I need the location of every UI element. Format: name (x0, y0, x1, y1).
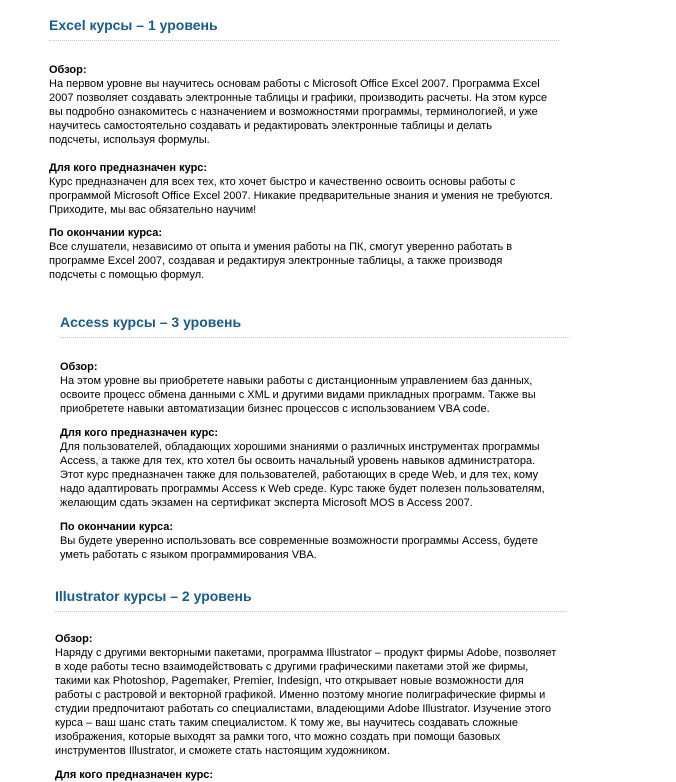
text-line: программе Excel 2007, создавая и редактируя электронные таблицы, а также производя (49, 255, 503, 267)
course-access (60, 313, 570, 562)
text-line: подсчеты с помощью формул. (49, 269, 205, 281)
text-line: желающим сдать экзамен на сертификат эксперта Microsoft MOS в Access 2007. (60, 497, 473, 509)
course-title: Access курсы – 3 уровень (60, 314, 242, 330)
text-line: уметь работать с языком программирования VBA. (60, 549, 317, 561)
text-line: изображения, которые выходят за рамки того, что можно создать при помощи базовых (55, 731, 501, 743)
section-text (60, 440, 570, 510)
text-line: Приходите, мы вас обязательно научим! (49, 204, 257, 216)
course-excel (49, 16, 559, 282)
text-line: Для пользователей, обладающих хорошими знаниями о различных инструментах программы (60, 441, 540, 453)
text-line: курса – ваш шанс стать таким специалистом. К тому же, вы научитесь создавать сложные (55, 717, 518, 729)
section-heading: Обзор: (55, 633, 93, 645)
text-line: вы подробно ознакомитесь с назначением и возможностями программы, терминологией, и уже (49, 106, 538, 118)
section-text (55, 646, 565, 758)
text-line: Access, а также для тех, кто хотел бы освоить начальный уровень навыков администратора. (60, 455, 536, 467)
text-line: освоите процесс обмена данными с XML и другими видами прикладных программ. Также вы (60, 389, 536, 401)
text-line: подсчеты, используя формулы. (49, 134, 210, 146)
text-line: Наряду с другими векторными пакетами, программа Illustrator – продукт фирмы Adobe, позволяет (55, 647, 557, 659)
text-line: работы с растровой и векторной графикой. Именно поэтому многие полиграфические фирмы и (55, 689, 546, 701)
section-heading: Для кого предназначен курс: (55, 769, 214, 781)
section-outcome (60, 520, 570, 562)
section-text (49, 240, 559, 282)
text-line: 2007 позволяет создавать электронные таблицы и графики, производить расчеты. На этом курсе (49, 92, 548, 104)
text-line: На первом уровне вы научитесь основам работы с Microsoft Office Excel 2007. Программа Excel (49, 78, 540, 90)
section-audience (49, 161, 559, 217)
course-title: Excel курсы – 1 уровень (49, 17, 218, 33)
text-line: инструментов Illustrator, и сможете стать настоящим художником. (55, 745, 390, 757)
section-heading: По окончании курса: (49, 227, 163, 239)
text-line: Все слушатели, независимо от опыта и умения работы на ПК, смогут уверенно работать в (49, 241, 513, 253)
text-line: студии предпочитают работать со специалистами, владеющими Adobe Illustrator. Изучение этого (55, 703, 551, 715)
section-text (60, 374, 570, 416)
section-heading: Для кого предназначен курс: (60, 427, 219, 439)
section-audience (55, 768, 565, 782)
section-overview (55, 632, 565, 758)
section-overview (60, 360, 570, 416)
section-audience (60, 426, 570, 510)
text-line: На этом уровне вы приобретете навыки работы с дистанционным управлением баз данных, (60, 375, 533, 387)
section-overview (49, 63, 559, 147)
course-illustrator (55, 587, 565, 782)
text-line: в ходе работы тесно взаимодействовать с другими графическими пакетами этой же фирмы, (55, 661, 529, 673)
section-outcome (49, 226, 559, 282)
text-line: приобретете навыки автоматизации бизнес процессов с использованием VBA code. (60, 403, 490, 415)
text-line: Курс предназначен для всех тех, кто хочет быстро и качественно освоить основы работы с (49, 176, 516, 188)
text-line: такими как Photoshop, Pagemaker, Premier, Indesign, что открывает новые возможности для (55, 675, 524, 687)
section-heading: Обзор: (60, 361, 98, 373)
section-text (49, 77, 559, 147)
text-line: Этот курс предназначен также для пользователей, работающих в среде Web, и для тех, кому (60, 469, 539, 481)
section-heading: По окончании курса: (60, 521, 174, 533)
section-heading: Обзор: (49, 64, 87, 76)
course-title: Illustrator курсы – 2 уровень (55, 588, 252, 604)
text-line: программой Microsoft Office Excel 2007. Никакие предварительные знания и умения не требуются. (49, 190, 553, 202)
text-line: научитесь самостоятельно создавать и редактировать электронные таблицы и делать (49, 120, 492, 132)
text-line: Вы будете уверенно использовать все современные возможности программы Access, будете (60, 535, 538, 547)
text-line: надо адаптировать программы Access к Web среде. Курс также будет полезен пользователям, (60, 483, 545, 495)
section-text (49, 175, 559, 217)
section-text (60, 534, 570, 562)
section-heading: Для кого предназначен курс: (49, 162, 208, 174)
